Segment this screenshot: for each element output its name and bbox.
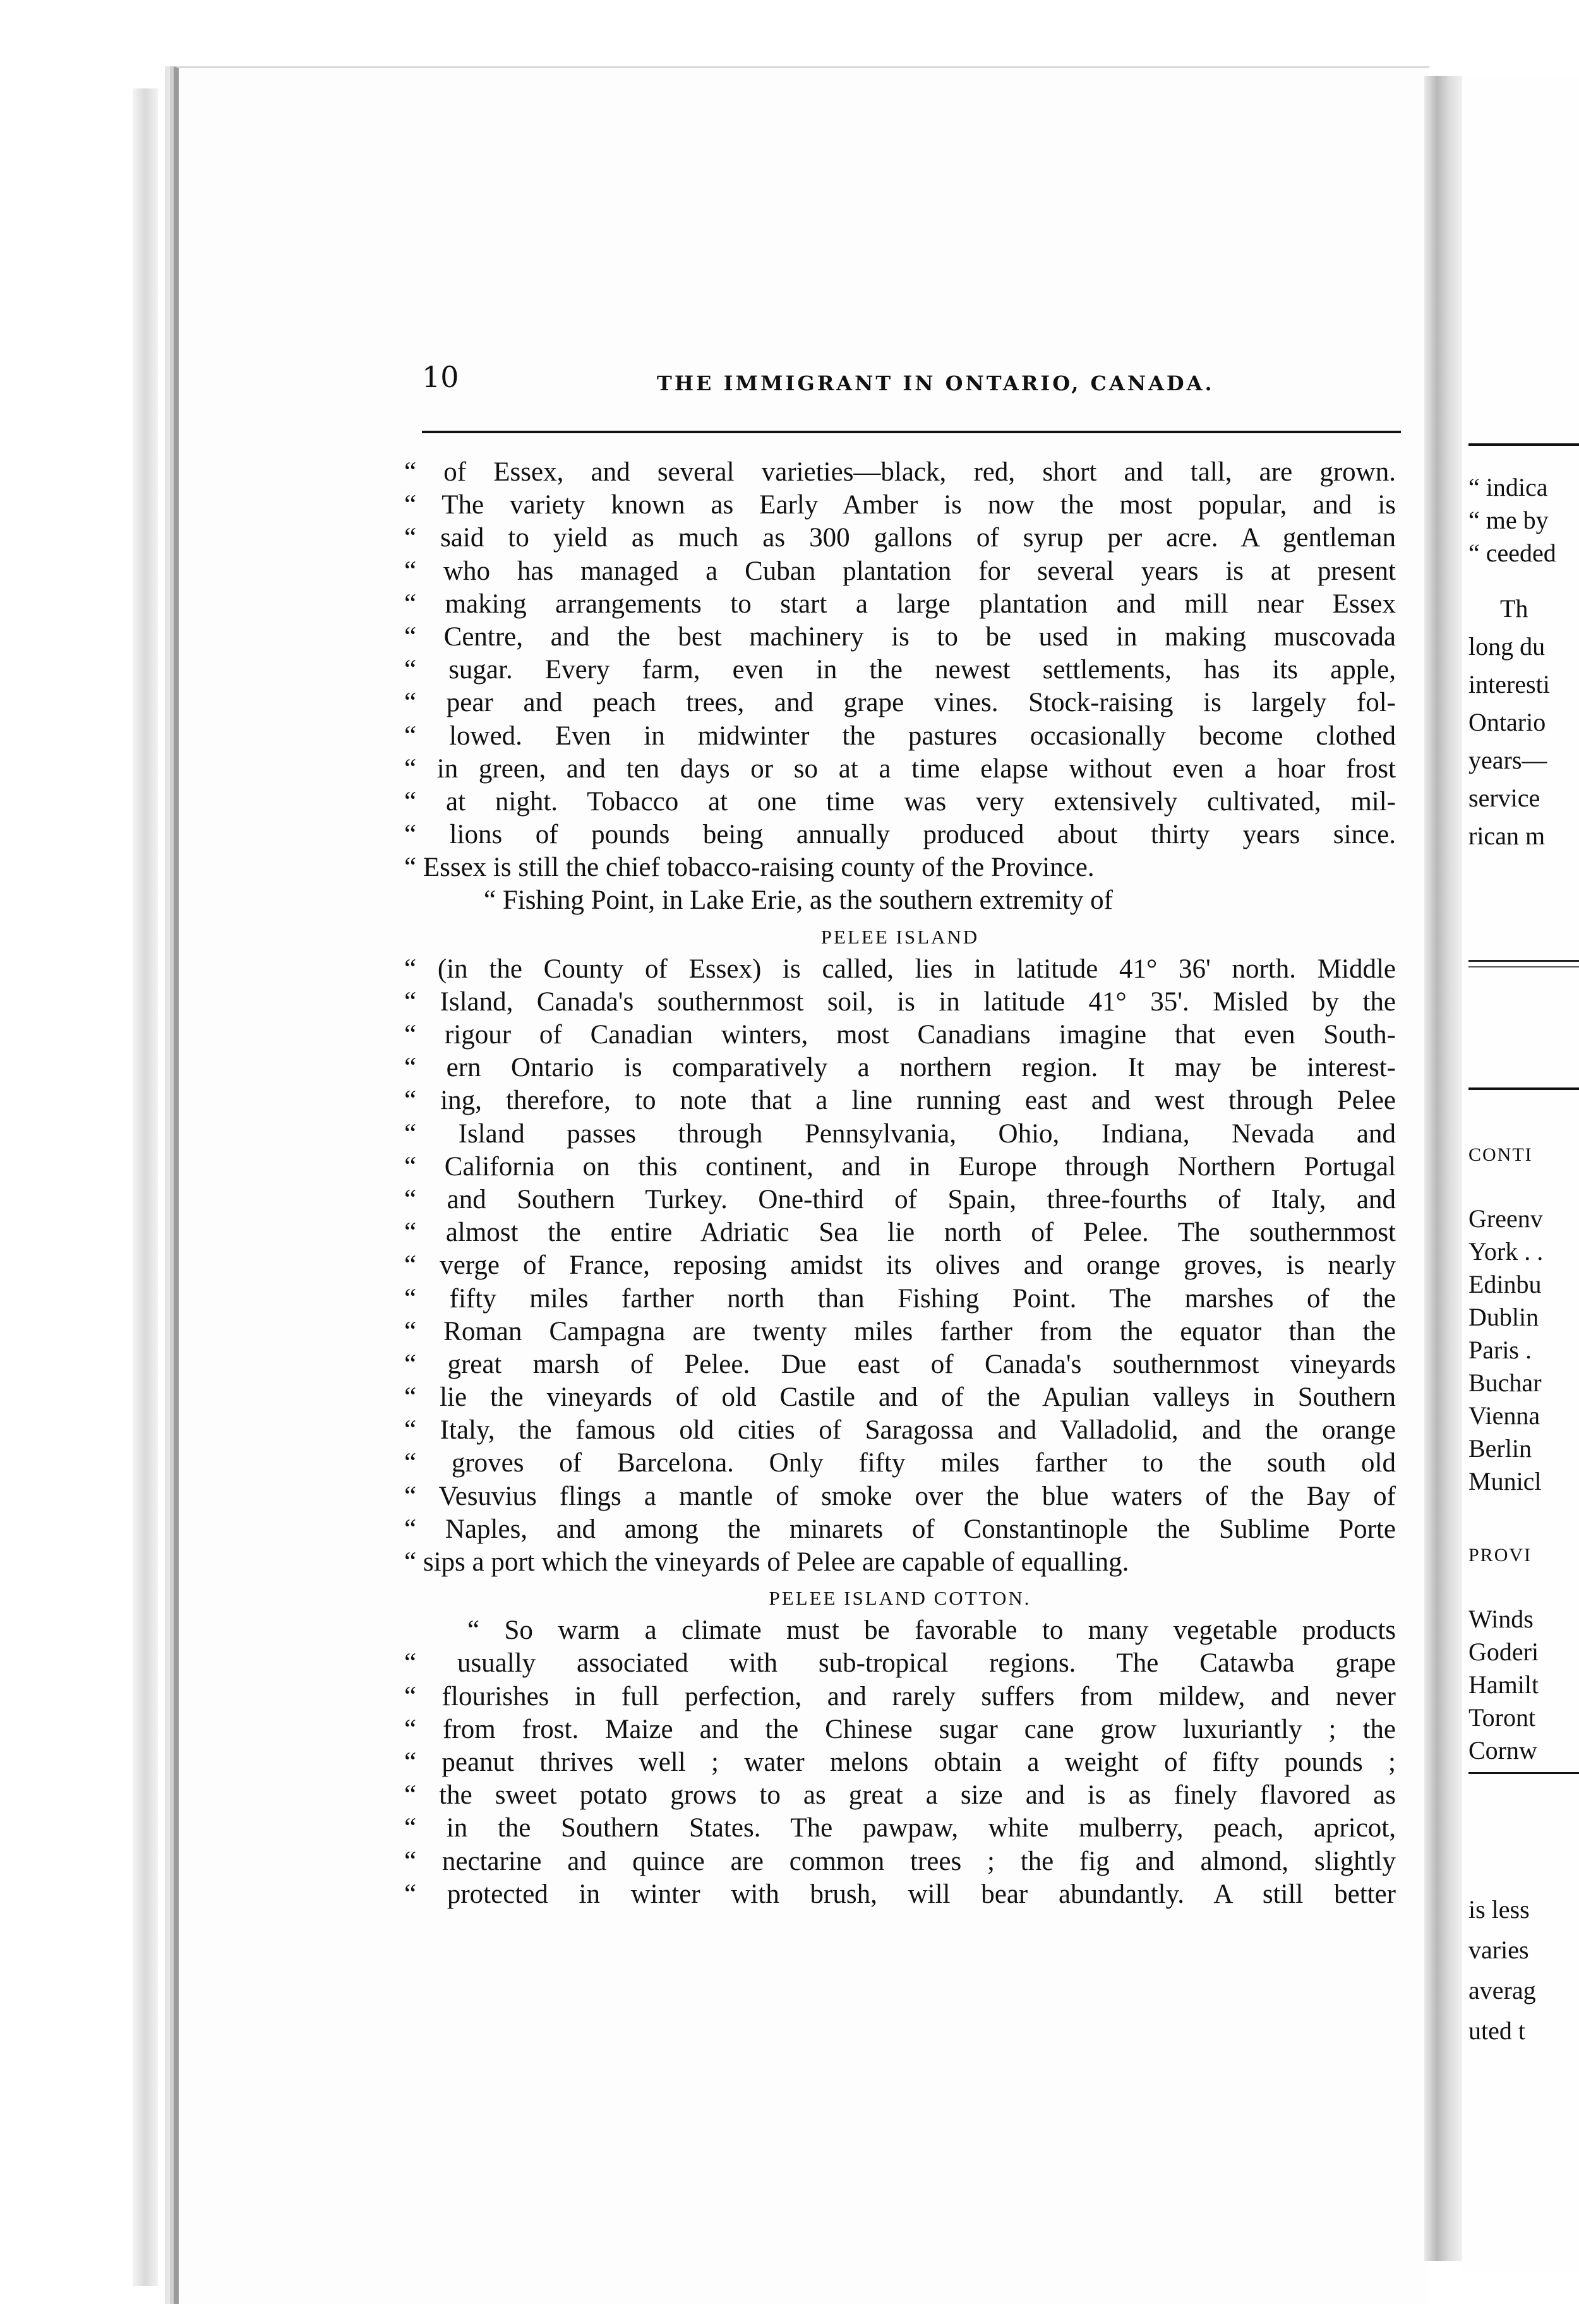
text-line: “ and Southern Turkey. One-third of Spain, three-fourths of Italy, and [404, 1184, 1396, 1214]
text-line: “ said to yield as much as 300 gallons of syrup per acre. A gentleman [404, 523, 1396, 553]
text-line: “ The variety known as Early Amber is now the most popular, and is [404, 490, 1396, 520]
text-line: “ Island passes through Pennsylvania, Ohio, Indiana, Nevada and [404, 1118, 1396, 1149]
text-line: “ verge of France, reposing amidst its olives and orange groves, is nearly [404, 1250, 1396, 1281]
text-line: “ in the Southern States. The pawpaw, white mulberry, peach, apricot, [404, 1813, 1396, 1843]
facing-city: Edinbu [1468, 1270, 1542, 1298]
text-line: “ from frost. Maize and the Chinese sugar cane grow luxuriantly ; the [404, 1714, 1396, 1744]
text-line: “ peanut thrives well ; water melons obtain a weight of fifty pounds ; [404, 1747, 1396, 1777]
text-line: “ nectarine and quince are common trees ; the fig and almond, slightly [404, 1846, 1396, 1876]
facing-text-line: service [1468, 784, 1540, 812]
facing-city: Dublin [1468, 1303, 1539, 1331]
facing-text-line: is less [1468, 1895, 1530, 1924]
section-heading-pelee-island-cotton: PELEE ISLAND COTTON. [769, 1587, 1031, 1610]
text-line: “ pear and peach trees, and grape vines. Stock-raising is largely fol- [404, 688, 1396, 718]
facing-city: Municl [1468, 1467, 1542, 1495]
section-heading-pelee-island: PELEE ISLAND [820, 925, 980, 948]
text-line: “ making arrangements to start a large plantation and mill near Essex [404, 589, 1396, 619]
text-line: “ fifty miles farther north than Fishing Point. The marshes of the [404, 1283, 1396, 1314]
page-header [422, 360, 1401, 410]
text-line: “ at night. Tobacco at one time was very extensively cultivated, mil- [404, 786, 1396, 817]
facing-city: Winds [1468, 1605, 1534, 1633]
text-line: “ in green, and ten days or so at a time elapse without even a hoar frost [404, 753, 1396, 784]
text-line: “ So warm a climate must be favorable to many vegetable products [467, 1615, 1396, 1646]
text-line: “ lowed. Even in midwinter the pastures occasionally become clothed [404, 721, 1396, 751]
facing-text-line: interesti [1468, 670, 1550, 698]
facing-city: Vienna [1468, 1401, 1540, 1430]
gutter-shadow [1424, 76, 1462, 2261]
facing-text-line: averag [1468, 1976, 1536, 2004]
text-line: “ (in the County of Essex) is called, lies in latitude 41° 36' north. Middle [404, 954, 1396, 984]
text-line: “ groves of Barcelona. Only fifty miles farther to the south old [404, 1448, 1396, 1478]
facing-page-rule [1468, 1087, 1579, 1090]
text-line: “ usually associated with sub-tropical regions. The Catawba grape [404, 1648, 1396, 1679]
text-line: “ rigour of Canadian winters, most Canadians imagine that even South- [404, 1020, 1396, 1050]
text-line: “ who has managed a Cuban plantation for several years is at present [404, 556, 1396, 586]
text-line: “ almost the entire Adriatic Sea lie north of Pelee. The southernmost [404, 1218, 1396, 1248]
facing-page-rule [1468, 443, 1579, 446]
text-line: “ Centre, and the best machinery is to be used in making muscovada [404, 621, 1396, 652]
text-line: “ Roman Campagna are twenty miles farther from the equator than the [404, 1316, 1396, 1346]
facing-city: Paris . [1468, 1336, 1532, 1364]
text-line: “ of Essex, and several varieties—black, red, short and tall, are grown. [404, 457, 1396, 487]
facing-text-line: long du [1468, 632, 1546, 661]
facing-text-line: rican m [1468, 822, 1546, 850]
page-number: 10 [422, 360, 459, 394]
text-line: “ ern Ontario is comparatively a northern region. It may be interest- [404, 1053, 1396, 1083]
paragraph-fishing-point-intro: “ Fishing Point, in Lake Erie, as the southern extremity of [484, 885, 1113, 916]
text-line: “ California on this continent, and in Europe through Northern Portugal [404, 1151, 1396, 1182]
facing-text-line: uted t [1468, 2016, 1525, 2045]
main-text-column [404, 456, 1396, 1911]
facing-text-line: Ontario [1468, 708, 1546, 736]
facing-page-fragment [1462, 76, 1579, 2273]
facing-city: Hamilt [1468, 1670, 1539, 1699]
facing-city: York . . [1468, 1237, 1544, 1266]
facing-table-heading: PROVI [1468, 1545, 1532, 1566]
facing-city: Greenv [1468, 1204, 1543, 1233]
facing-text-line: “ me by [1468, 506, 1549, 534]
text-line: “ the sweet potato grows to as great a size and is as finely flavored as [404, 1780, 1396, 1811]
text-line: “ Vesuvius flings a mantle of smoke over the blue waters of the Bay of [404, 1481, 1396, 1511]
text-line: “ sips a port which the vineyards of Pelee are capable of equalling. [404, 1547, 1129, 1577]
facing-city: Buchar [1468, 1369, 1542, 1397]
facing-text-line: “ ceeded [1468, 539, 1556, 567]
paragraph-essex [404, 456, 1396, 884]
facing-text-line: “ indica [1468, 473, 1548, 501]
facing-text-line: Th [1500, 594, 1528, 623]
running-title: THE IMMIGRANT IN ONTARIO, CANADA. [657, 371, 1215, 395]
paragraph-pelee-island [404, 953, 1396, 1579]
facing-page-rule [1468, 1772, 1579, 1774]
text-line: “ sugar. Every farm, even in the newest settlements, has its apple, [404, 655, 1396, 685]
facing-city: Toront [1468, 1703, 1536, 1732]
text-line: “ protected in winter with brush, will bear abundantly. A still better [404, 1879, 1396, 1909]
facing-table-heading: CONTI [1468, 1144, 1533, 1165]
facing-city: Berlin [1468, 1434, 1532, 1463]
text-line: “ ing, therefore, to note that a line running east and west through Pelee [404, 1086, 1396, 1116]
binding-edge [133, 88, 158, 2286]
facing-page-rule [1468, 960, 1579, 962]
facing-city: Cornw [1468, 1736, 1537, 1764]
facing-city: Goderi [1468, 1638, 1539, 1666]
text-line: “ great marsh of Pelee. Due east of Canada's southernmost vineyards [404, 1349, 1396, 1379]
paragraph-cotton [404, 1614, 1396, 1911]
text-line: “ Island, Canada's southernmost soil, is in latitude 41° 35'. Misled by the [404, 986, 1396, 1017]
text-line: “ flourishes in full perfection, and rarely suffers from mildew, and never [404, 1681, 1396, 1711]
text-line: “ Italy, the famous old cities of Saragossa and Valladolid, and the orange [404, 1415, 1396, 1446]
facing-text-line: varies [1468, 1936, 1529, 1964]
text-line: “ lie the vineyards of old Castile and of the Apulian valleys in Southern [404, 1382, 1396, 1413]
text-line: “ lions of pounds being annually produced about thirty years since. [404, 820, 1396, 850]
facing-text-line: years— [1468, 746, 1547, 774]
text-line: “ Naples, and among the minarets of Constantinople the Sublime Porte [404, 1514, 1396, 1544]
facing-page-rule [1468, 966, 1579, 967]
header-rule [422, 431, 1401, 433]
text-line: “ Essex is still the chief tobacco-raising county of the Province. [404, 853, 1095, 883]
